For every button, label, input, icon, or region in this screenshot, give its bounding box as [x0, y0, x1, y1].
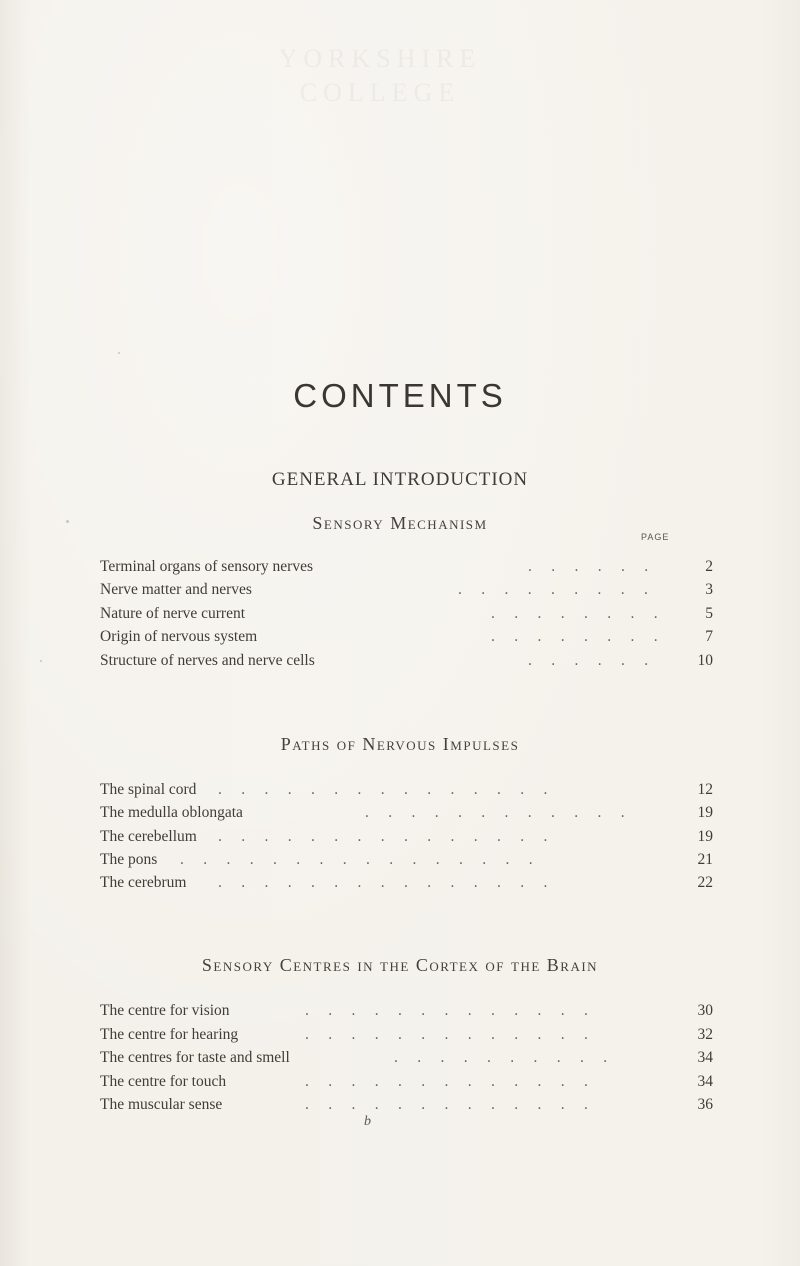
toc-entry — [100, 872, 713, 894]
entry-page-number: 36 — [697, 1096, 713, 1113]
dot-leader: . . . . . . . . . . . . . — [305, 1026, 588, 1043]
dot-leader: . . . . . . — [528, 558, 649, 575]
toc-entry — [100, 802, 713, 824]
paper-speck — [40, 660, 42, 662]
entry-label: Terminal organs of sensory nerves — [100, 558, 313, 575]
entry-page-number: 5 — [705, 605, 713, 622]
page-column-label: PAGE — [641, 532, 670, 542]
entry-label: The cerebrum — [100, 874, 187, 891]
section-heading-sensory-centres: Sensory Centres in the Cortex of the Brain — [201, 955, 599, 975]
dot-leader: . . . . . . . . . . — [394, 1049, 608, 1066]
entry-label: Origin of nervous system — [100, 628, 258, 645]
dot-leader: . . . . . . . . . . . . . . . — [218, 781, 548, 798]
paper-speck — [118, 352, 120, 354]
toc-entry — [100, 626, 713, 648]
watermark-line: COLLEGE — [299, 78, 461, 107]
toc-entry — [100, 1047, 713, 1069]
part-title: GENERAL INTRODUCTION — [271, 469, 529, 490]
toc-entry — [100, 849, 713, 871]
dot-leader: . . . . . . . . . . . . . — [305, 1096, 588, 1113]
library-stamp-watermark — [250, 42, 510, 110]
entry-label: The spinal cord — [100, 781, 197, 798]
entry-page-number: 2 — [705, 558, 713, 575]
paper-speck — [66, 520, 69, 523]
dot-leader: . . . . . . . . . . . . . . . — [218, 874, 548, 891]
entry-page-number: 12 — [697, 781, 713, 798]
entry-page-number: 34 — [697, 1073, 713, 1090]
section-heading-paths-of-nervous-impulses: Paths of Nervous Impulses — [280, 734, 520, 754]
entry-label: The centre for vision — [100, 1002, 230, 1019]
dot-leader: . . . . . . . . . . . . — [365, 804, 625, 821]
entry-label: The pons — [100, 851, 158, 868]
dot-leader: . . . . . . . . . . . . . . . . — [180, 851, 533, 868]
entry-page-number: 30 — [697, 1002, 713, 1019]
entry-label: Nerve matter and nerves — [100, 581, 252, 598]
section-heading-sensory-mechanism: Sensory Mechanism — [312, 513, 488, 533]
entry-label: The centre for hearing — [100, 1026, 239, 1043]
dot-leader: . . . . . . . . . . . . . — [305, 1073, 588, 1090]
entry-label: The medulla oblongata — [100, 804, 243, 821]
entry-label: The cerebellum — [100, 828, 197, 845]
entry-label: Nature of nerve current — [100, 605, 246, 622]
entry-page-number: 7 — [705, 628, 713, 645]
dot-leader: . . . . . . . . — [491, 628, 658, 645]
toc-entry — [100, 1071, 713, 1093]
toc-entry — [100, 779, 713, 801]
toc-entry — [100, 1024, 713, 1046]
dot-leader: . . . . . . . . — [491, 605, 658, 622]
entry-page-number: 34 — [697, 1049, 713, 1066]
entry-page-number: 21 — [697, 851, 713, 868]
entry-page-number: 32 — [697, 1026, 713, 1043]
dot-leader: . . . . . . . . . . . . . . . — [218, 828, 548, 845]
entry-page-number: 19 — [697, 828, 713, 845]
entry-label: The muscular sense — [100, 1096, 223, 1113]
entry-label: Structure of nerves and nerve cells — [100, 652, 315, 669]
watermark-line: YORKSHIRE — [278, 44, 482, 73]
entry-page-number: 3 — [705, 581, 713, 598]
entry-page-number: 19 — [697, 804, 713, 821]
toc-entry — [100, 603, 713, 625]
entry-page-number: 10 — [697, 652, 713, 669]
dot-leader: . . . . . . — [528, 652, 649, 669]
entry-label: The centre for touch — [100, 1073, 227, 1090]
toc-entry — [100, 826, 713, 848]
toc-entry — [100, 1094, 713, 1116]
entry-page-number: 22 — [697, 874, 713, 891]
dot-leader: . . . . . . . . . . . . . — [305, 1002, 588, 1019]
page-title: CONTENTS — [293, 377, 507, 414]
toc-entry — [100, 556, 713, 578]
toc-entry — [100, 650, 713, 672]
toc-entry — [100, 579, 713, 601]
entry-label: The centres for taste and smell — [100, 1049, 290, 1066]
dot-leader: . . . . . . . . . — [458, 581, 648, 598]
signature-mark: b — [364, 1114, 371, 1129]
toc-entry — [100, 1000, 713, 1022]
